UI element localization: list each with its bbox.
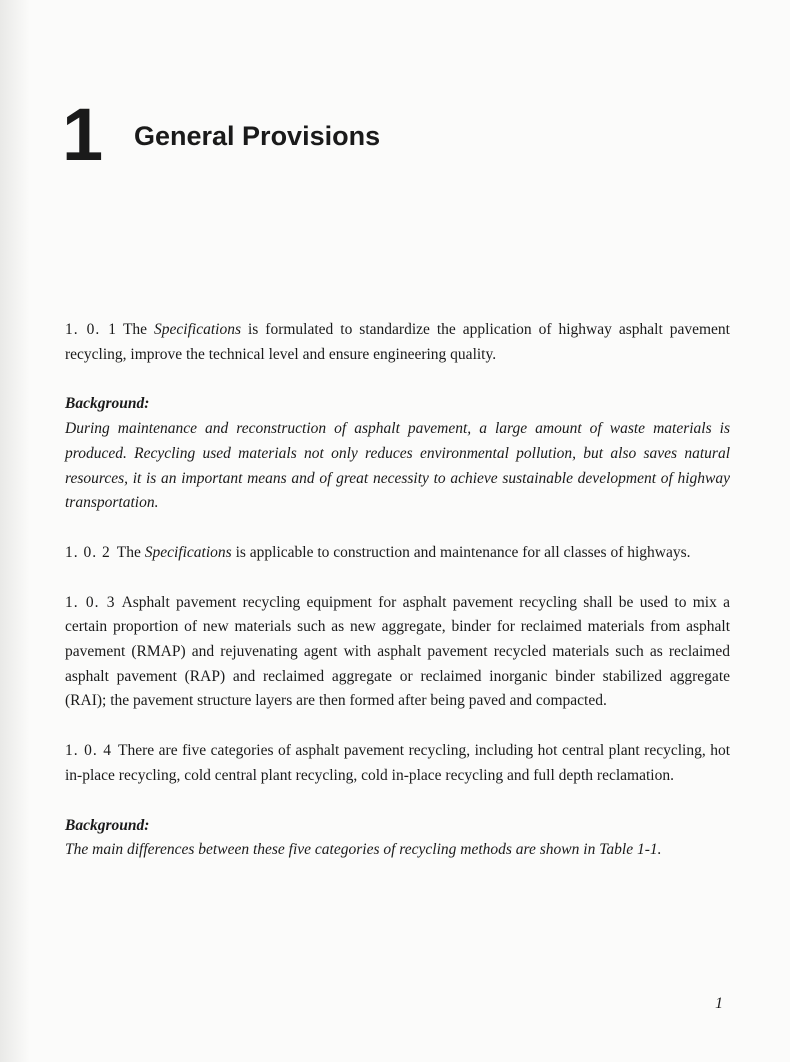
clause-1-0-4 xyxy=(65,739,730,788)
background-text: During maintenance and reconstruction of asphalt pavement, a large amount of waste materials is produced. Recycling used materials not only reduces environmental pollution, but also saves natural resources, it is an important means and of great necessity to achieve sustainable development of highway transportation. xyxy=(65,420,730,512)
chapter-number: 1 xyxy=(62,93,102,176)
page-number: 1 xyxy=(715,995,723,1012)
clause-text: Asphalt pavement recycling equipment for asphalt pavement recycling shall be used to mix a certain proportion of new materials such as new aggregate, binder for reclaimed materials from asphalt pavement (RMAP) and rejuvenating agent with asphalt pavement recycled materials such as reclaimed asphalt pavement (RAP) and reclaimed aggregate or reclaimed inorganic binder stabilized aggregate (RAI); the pavement structure layers are then formed after being paved and compacted. xyxy=(65,593,730,710)
clause-emphasis: Specifications xyxy=(154,321,241,338)
clause-1-0-2 xyxy=(65,541,730,566)
clause-number: 1. 0. 4 xyxy=(65,742,113,760)
clause-text: There are five categories of asphalt pavement recycling, including hot central plant recycling, hot in-place recycling, cold central plant recycling, cold in-place recycling and full depth reclamation. xyxy=(65,742,731,784)
chapter-body xyxy=(65,318,730,888)
clause-emphasis: Specifications xyxy=(144,543,232,561)
clause-text: The xyxy=(116,543,145,561)
clause-1-0-3 xyxy=(65,591,730,715)
page-edge-shadow xyxy=(0,0,30,1062)
clause-1-0-1 xyxy=(65,318,730,367)
clause-number: 1. 0. 1 xyxy=(65,321,117,338)
background-label: Background: xyxy=(65,395,150,413)
clause-text: is applicable to construction and maintenance for all classes of highways. xyxy=(231,543,691,561)
background-label: Background: xyxy=(65,816,150,834)
clause-text: The xyxy=(122,321,155,338)
clause-text: is formulated to standardize the application of highway asphalt pavement recycling, improve the technical level and ensure engineering quality. xyxy=(65,321,730,363)
clause-number: 1. 0. 3 xyxy=(65,593,116,611)
clause-number: 1. 0. 2 xyxy=(65,543,111,561)
background-text: The main differences between these five categories of recycling methods are shown in Table 1-1. xyxy=(65,841,662,859)
chapter-title: General Provisions xyxy=(134,121,381,151)
